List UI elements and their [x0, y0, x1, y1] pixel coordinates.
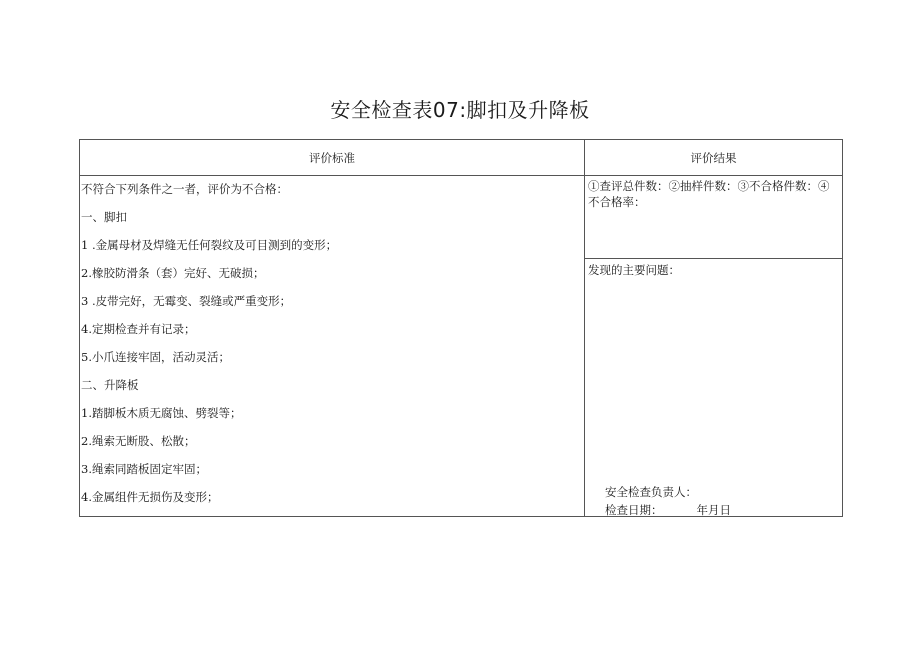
- criteria-line: 一、脚扣: [81, 210, 127, 224]
- criteria-line: 二、升降板: [81, 378, 139, 392]
- criteria-line: 1 .金属母材及焊缝无任何裂纹及可目测到的变形；: [81, 238, 338, 252]
- criteria-line: 3 .皮带完好，无霉变、裂缝或严重变形；: [81, 294, 292, 308]
- criteria-header: 评价标准: [80, 140, 585, 176]
- result-summary-text: ①查评总件数：②抽样件数：③不合格件数：④不合格率：: [588, 179, 830, 209]
- inspector-label: 安全检查负责人：: [605, 485, 697, 499]
- criteria-line: 1.踏脚板木质无腐蚀、劈裂等；: [81, 406, 242, 420]
- table-body-row-top: [80, 176, 843, 259]
- criteria-line: 2.橡胶防滑条（套）完好、无破损；: [81, 266, 265, 280]
- issues-label: 发现的主要问题：: [588, 263, 680, 277]
- criteria-line: 不符合下列条件之一者，评价为不合格：: [81, 182, 288, 196]
- date-value: 年月日: [696, 503, 731, 517]
- result-summary-cell: [585, 176, 843, 259]
- issues-cell: [585, 259, 843, 517]
- date-label: 检查日期：: [605, 503, 663, 517]
- criteria-line: 4.金属组件无损伤及变形；: [81, 490, 219, 504]
- date-row: [605, 502, 731, 518]
- criteria-line: 2.绳索无断股、松散；: [81, 434, 196, 448]
- page-title: 安全检查表07:脚扣及升降板: [330, 98, 590, 122]
- criteria-line: 5.小爪连接牢固，活动灵活；: [81, 350, 230, 364]
- inspection-table: [79, 139, 843, 517]
- table-header-row: [80, 140, 843, 176]
- criteria-line: 3.绳索同踏板固定牢固；: [81, 462, 207, 476]
- result-header: 评价结果: [585, 140, 843, 176]
- criteria-cell: [80, 176, 585, 517]
- criteria-line: 4.定期检查并有记录；: [81, 322, 196, 336]
